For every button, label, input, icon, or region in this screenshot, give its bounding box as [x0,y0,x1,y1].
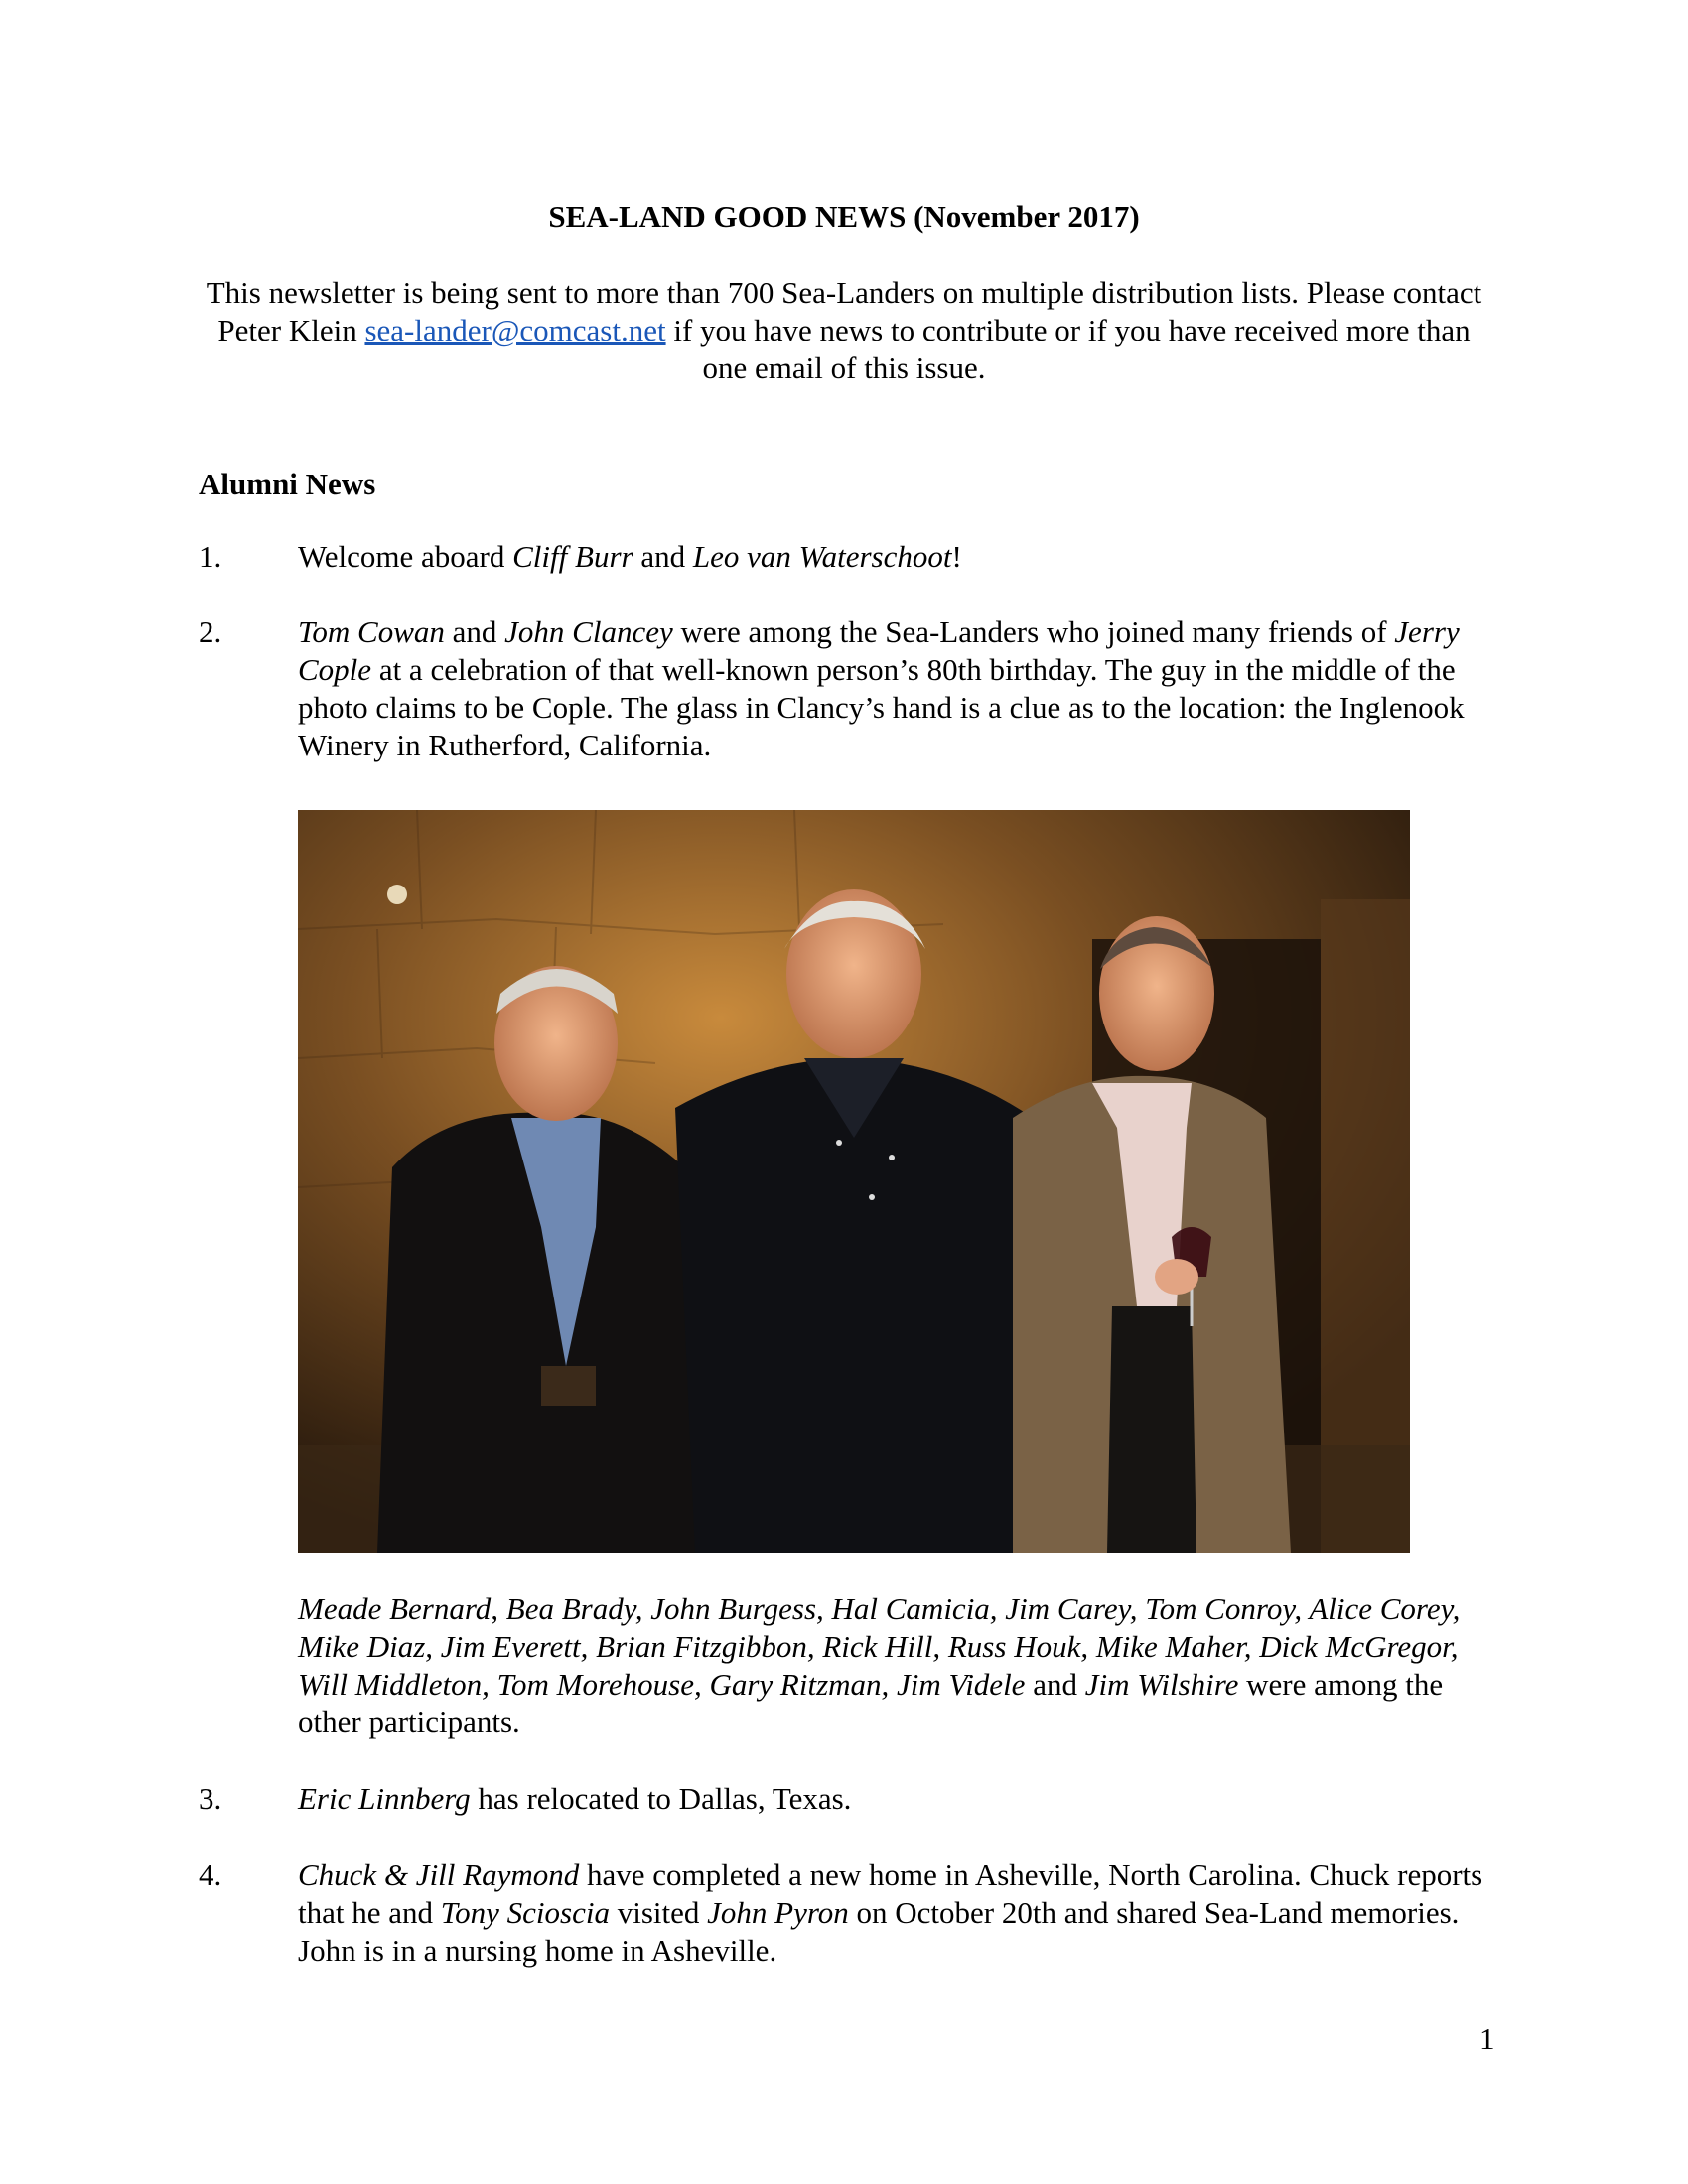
text: has relocated to Dallas, Texas. [470,1781,852,1816]
text: and [1025,1667,1085,1702]
item-number: 3. [199,1781,222,1816]
text: ! [951,539,962,574]
item-number: 4. [199,1857,222,1892]
person-name: Jerry Cople [298,614,1460,687]
contact-email-link[interactable]: sea-lander@comcast.net [364,313,666,347]
text: were among the other participants. [298,1667,1444,1739]
text: and [444,614,505,649]
item-number: 2. [199,614,222,649]
newsletter-title: SEA-LAND GOOD NEWS (November 2017) [548,200,1140,234]
person-name: John Pyron [707,1895,849,1930]
item-text [298,1856,1489,1970]
text: visited [609,1895,708,1930]
person-name: Cliff Burr [512,539,633,574]
text: and [633,539,693,574]
person-name: Jim Wilshire [1084,1667,1239,1702]
photo-caption [298,1590,1489,1741]
item-text [298,538,1489,576]
text: on October 20th and shared Sea-Land memories. John is in a nursing home in Asheville. [298,1895,1460,1968]
intro-text: This newsletter is being sent to more than 700 Sea-Landers on multiple distribution lists. Please contact Peter Klein [206,275,1482,347]
item-text [298,1780,1489,1818]
page-number: 1 [1479,2021,1495,2056]
text: Welcome aboard [298,539,513,574]
person-name: Leo van Waterschoot [692,539,952,574]
participant-names: Meade Bernard, Bea Brady, John Burgess, Hal Camicia, Jim Carey, Tom Conroy, Alice Corey, Mike Diaz, Jim Everett, Brian Fitzgibbon, Rick Hill, Russ Houk, Mike Maher, Dick McGregor, Will Middleton, Tom Morehouse, Gary Ritzman, Jim Videle [298,1591,1461,1702]
person-name: Tony Scioscia [440,1895,610,1930]
birthday-celebration-photo [298,810,1410,1553]
item-number: 1. [199,539,222,574]
text: at a celebration of that well-known person’s 80th birthday. The guy in the middle of the photo claims to be Cople. The glass in Clancy’s hand is a clue as to the location: the Inglenook Winery in Rutherford, California. [298,652,1465,762]
intro-text-end: if you have news to contribute or if you have received more than one email of this issue. [665,313,1471,385]
person-name: Tom Cowan [298,614,445,649]
item-text [298,614,1489,764]
text: have completed a new home in Asheville, North Carolina. Chuck reports that he and [298,1857,1483,1930]
person-name: John Clancey [504,614,673,649]
person-name: Eric Linnberg [298,1781,471,1816]
section-heading-alumni-news: Alumni News [199,467,376,501]
text: were among the Sea-Landers who joined many friends of [672,614,1395,649]
intro-paragraph [199,274,1489,387]
person-name: Chuck & Jill Raymond [298,1857,580,1892]
